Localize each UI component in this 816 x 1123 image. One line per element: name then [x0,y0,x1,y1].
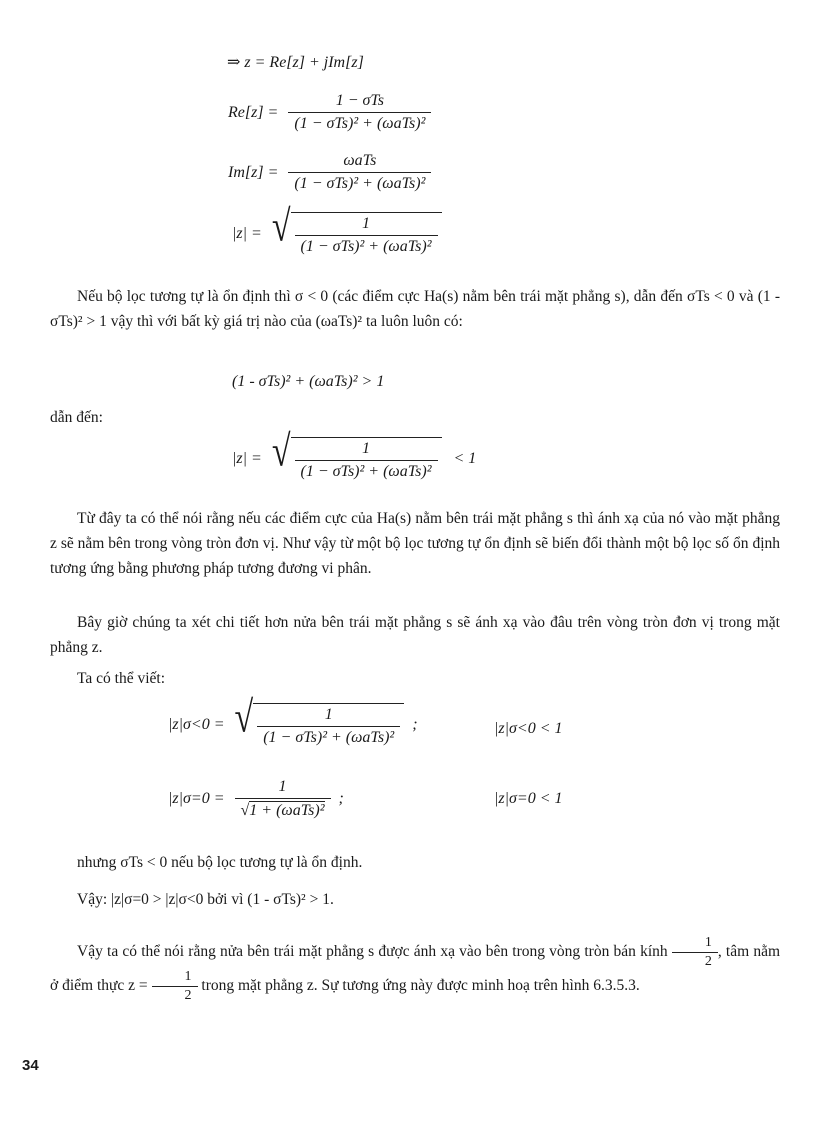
equation-lhs: Re[z] = [228,103,279,121]
equation-lhs: |z| = [232,225,262,242]
equation-lhs: |z|σ=0 = [168,790,225,807]
fraction-one-half [672,936,718,969]
denominator: 2 [672,952,718,969]
radicand [291,212,442,256]
numerator: ωaTs [343,152,377,169]
paragraph-leads-to: dẫn đến: [50,409,103,426]
radical-sign: √ [271,427,291,476]
numerator: 1 [704,934,712,950]
equation-magnitude [232,202,442,256]
denominator: (1 − σTs)² + (ωaTs)² [295,460,438,481]
equation-lhs: |z| = [232,450,262,467]
radicand [291,437,442,481]
equation-imag-part [228,152,431,193]
square-root [271,427,442,481]
equation-sigma-zero [168,778,344,820]
paragraph-but-sigma: nhưng σTs < 0 nếu bộ lọc tương tự là ổn định. [77,854,363,871]
radical-sign: √ [234,693,254,742]
denominator: (1 − σTs)² + (ωaTs)² [257,726,400,747]
denominator: √ 1 + (ωaTs)² [235,798,331,820]
paragraph-left-half-plane: Bây giờ chúng ta xét chi tiết hơn nửa bên trái mặt phẳng s sẽ ánh xạ vào đâu trên vòng tròn đơn vị trong mặt phẳng z. [50,614,780,656]
square-root [271,202,442,256]
numerator: 1 [278,778,287,795]
equation-sigma-negative-bound: |z|σ<0 < 1 [494,720,563,737]
text: , tâm nằm ở điểm thực z = [50,943,781,994]
equation-real-part [228,92,431,133]
square-root [234,693,405,747]
radical-sign: √ [271,202,291,251]
equation-sigma-negative [168,693,418,747]
numerator: 1 [184,968,192,984]
equation-rhs: < 1 [453,450,477,467]
radicand: 1 + (ωaTs)² [249,802,325,819]
radicand [253,703,404,747]
equation-lhs: |z|σ<0 = [168,716,225,733]
equation-inequality: (1 - σTs)² + (ωaTs)² > 1 [232,373,385,390]
numerator: 1 − σTs [335,92,385,109]
denominator: (1 − σTs)² + (ωaTs)² [295,235,438,256]
separator: ; [412,716,418,733]
equation-z-decomposition: ⇒ z = Re[z] + jIm[z] [227,54,364,71]
fraction-one-half [152,970,198,1003]
page-number: 34 [22,1057,39,1074]
fraction [288,152,431,193]
denominator: (1 − σTs)² + (ωaTs)² [288,172,431,193]
paragraph-we-can-write: Ta có thể viết: [77,670,166,687]
denominator: 2 [152,986,198,1003]
equation-sigma-zero-bound: |z|σ=0 < 1 [494,790,563,807]
paragraph-stability-condition: Nếu bộ lọc tương tự là ổn định thì σ < 0 (các điểm cực Ha(s) nằm bên trái mặt phẳng s), dẫn đến σTs < 0 và (1 - σTs)² > 1 vậy thì với bất kỳ giá trị nào của (ωaTs)² ta luôn luôn có: [50,288,780,330]
text: Vậy ta có thể nói rằng nửa bên trái mặt phẳng s được ánh xạ vào bên trong vòng tròn bán kính [77,943,668,960]
equation-lhs: Im[z] = [228,163,279,181]
fraction [288,92,431,133]
paragraph-conclusion [50,935,780,1003]
fraction [235,778,331,820]
numerator: 1 [362,440,370,457]
numerator: 1 [324,706,333,723]
separator: ; [338,790,344,807]
denominator: (1 − σTs)² + (ωaTs)² [288,112,431,133]
paragraph-therefore: Vậy: |z|σ=0 > |z|σ<0 bởi vì (1 - σTs)² > 1. [77,891,334,908]
equation-magnitude-less-than-one [232,427,477,481]
text: trong mặt phẳng z. Sự tương ứng này được minh hoạ trên hình 6.3.5.3. [201,977,640,994]
paragraph-unit-circle-mapping: Từ đây ta có thể nói rằng nếu các điểm cực của Ha(s) nằm bên trái mặt phẳng s thì ánh xạ của nó vào mặt phẳng z sẽ nằm bên trong vòng tròn đơn vị. Như vậy từ một bộ lọc tương tự ổn định sẽ biến đổi thành một bộ lọc số ổn định tương ứng bằng phương pháp tương đương vi phân. [50,510,780,577]
numerator: 1 [362,215,370,232]
